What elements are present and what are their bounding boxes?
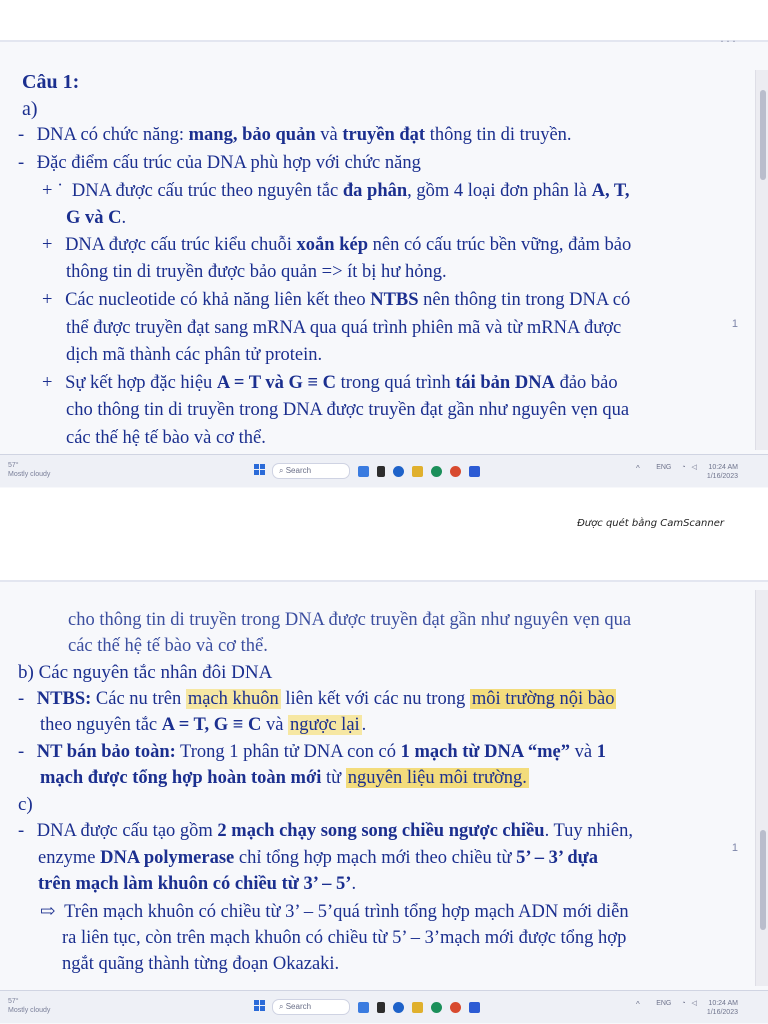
search-box[interactable]: ⌕ Search (272, 463, 350, 479)
taskbar (0, 454, 768, 487)
chat-icon[interactable] (393, 466, 404, 477)
text: theo nguyên tắc (40, 715, 162, 735)
taskbar (0, 990, 768, 1023)
scrollbar[interactable] (755, 590, 768, 986)
file-explorer-icon[interactable] (358, 1002, 369, 1013)
highlight: môi trường nội bào (471, 689, 615, 709)
text: Các nucleotide có khả năng liên kết theo (65, 290, 371, 310)
b-line-1 (18, 687, 616, 711)
taskbar-apps (358, 463, 488, 481)
system-tray[interactable] (656, 463, 738, 481)
a-line-6: thông tin di truyền được bảo quản => ít bị hư hỏng. (66, 262, 447, 282)
weather-desc: Mostly cloudy (8, 471, 51, 478)
text: Các nu trên (91, 689, 186, 709)
text: thông tin di truyền. (425, 125, 572, 145)
c-line-2 (38, 846, 598, 870)
bullet-plus: + ˙ (42, 181, 64, 201)
text: đảo bảo (554, 373, 618, 393)
edge-icon[interactable] (431, 1002, 442, 1013)
clock-date: 1/16/2023 (706, 1009, 738, 1016)
a-line-11: cho thông tin di truyền trong DNA được truyền đạt gần như nguyên vẹn qua (66, 400, 630, 420)
highlight: nguyên liệu môi trường. (347, 768, 527, 788)
chevron-up-icon[interactable]: ^ (636, 1000, 640, 1009)
part-c-label: c) (18, 794, 33, 815)
highlight: mạch khuôn (187, 689, 279, 709)
text-bold: đa phân (342, 181, 408, 201)
word-icon[interactable] (469, 466, 480, 477)
top-edge (0, 40, 768, 42)
text-bold: A = T và G ≡ C (216, 373, 337, 393)
text-bold: trên mạch làm khuôn có chiều từ 3’ – 5’ (38, 874, 352, 894)
text-bold: 1 (596, 742, 606, 762)
wifi-icon[interactable]: ◔ (681, 464, 686, 471)
c-line-4 (40, 900, 629, 924)
chrome-icon[interactable] (450, 466, 461, 477)
c-line-1 (18, 819, 633, 843)
text-bold: 5’ – 3’ (516, 848, 563, 868)
text-bold: NT bán bảo toàn: (36, 742, 176, 762)
bullet-dash: - (18, 153, 25, 173)
scrollbar[interactable] (755, 70, 768, 450)
text: nên thông tin trong DNA có (418, 290, 631, 310)
text-bold: truyền đạt (342, 125, 426, 145)
text: và (261, 715, 289, 735)
windows-start-icon[interactable] (254, 1000, 266, 1012)
text: , gồm 4 loại đơn phân là (407, 181, 592, 201)
chat-icon[interactable] (393, 1002, 404, 1013)
text: DNA được cấu tạo gồm (36, 821, 218, 841)
text-bold: mạch được tổng hợp hoàn toàn mới (40, 768, 322, 788)
bullet-plus: + (42, 373, 53, 393)
a-line-10 (42, 371, 618, 395)
weather-temp: 57° (8, 462, 19, 469)
language-indicator[interactable]: ENG (656, 1000, 672, 1007)
a-line-12: các thế hệ tế bào và cơ thể. (66, 428, 266, 448)
screenshot-1 (0, 40, 768, 488)
text-bold: dựa (562, 848, 598, 868)
bullet-dash: - (18, 689, 25, 709)
volume-icon[interactable]: ◁ (691, 464, 697, 471)
text-bold: 1 mạch từ DNA “mẹ” (400, 742, 570, 762)
text: . (121, 208, 127, 228)
search-box[interactable]: ⌕ Search (272, 999, 350, 1015)
weather-widget[interactable] (8, 997, 50, 1015)
text: . Tuy nhiên, (544, 821, 633, 841)
text: từ (321, 768, 346, 788)
a-line-1 (18, 123, 572, 147)
text: enzyme (38, 848, 101, 868)
menu-dots-icon[interactable]: ··· (720, 40, 738, 48)
file-explorer-icon[interactable] (358, 466, 369, 477)
a-line-4 (66, 206, 126, 230)
clock-time: 10:24 AM (708, 464, 738, 471)
search-placeholder: Search (285, 1002, 312, 1011)
chrome-icon[interactable] (450, 1002, 461, 1013)
volume-icon[interactable]: ◁ (691, 1000, 697, 1007)
b-line-3 (18, 740, 606, 764)
bullet-plus: + (42, 235, 53, 255)
camscanner-caption: Được quét bằng CamScanner (577, 518, 724, 529)
text: DNA có chức năng: (36, 125, 189, 145)
text: Trong 1 phân tử DNA con có (175, 742, 401, 762)
language-indicator[interactable]: ENG (656, 464, 672, 471)
a-line-9: dịch mã thành các phân tử protein. (66, 345, 323, 365)
c-line-6: ngắt quãng thành từng đoạn Okazaki. (62, 954, 340, 974)
text-bold: DNA polymerase (100, 848, 235, 868)
page-marker: 1 (731, 842, 738, 854)
search-placeholder: Search (285, 466, 312, 475)
text: DNA được cấu trúc kiểu chuỗi (65, 235, 297, 255)
a-line-2 (18, 151, 421, 175)
text: trong quá trình (336, 373, 456, 393)
text: Đặc điểm cấu trúc của DNA phù hợp với chức năng (36, 153, 421, 173)
text-bold: G và C (66, 208, 122, 228)
edge-icon[interactable] (431, 466, 442, 477)
b-line-2 (40, 713, 366, 737)
weather-temp: 57° (8, 998, 19, 1005)
part-a-label: a) (22, 98, 38, 120)
scrollbar-thumb[interactable] (760, 90, 766, 180)
chevron-up-icon[interactable]: ^ (636, 464, 640, 473)
word-icon[interactable] (469, 1002, 480, 1013)
text: và (315, 125, 343, 145)
text: Sự kết hợp đặc hiệu (65, 373, 217, 393)
c-line-5: ra liên tục, còn trên mạch khuôn có chiều từ 5’ – 3’mạch mới được tổng hợp (62, 928, 627, 948)
text-bold: mang, bảo quản (188, 125, 316, 145)
a-line-7 (42, 288, 630, 312)
weather-widget[interactable] (8, 461, 50, 479)
text-bold: tái bản DNA (455, 373, 555, 393)
text: nên có cấu trúc bền vững, đảm bảo (367, 235, 632, 255)
bullet-dash: - (18, 821, 25, 841)
clock-time: 10:24 AM (708, 1000, 738, 1007)
text: DNA được cấu trúc theo nguyên tắc (71, 181, 343, 201)
bullet-dash: - (18, 125, 25, 145)
text: chỉ tổng hợp mạch mới theo chiều từ (234, 848, 517, 868)
c-line-continued-1: cho thông tin di truyền trong DNA được truyền đạt gần như nguyên vẹn qua (68, 610, 632, 630)
a-line-8: thể được truyền đạt sang mRNA qua quá trình phiên mã và từ mRNA được (66, 318, 622, 338)
highlight: ngược lại (290, 715, 360, 735)
text: . (351, 874, 357, 894)
c-line-3 (38, 872, 356, 896)
a-line-3 (42, 179, 630, 203)
part-b-heading: b) Các nguyên tắc nhân đôi DNA (18, 662, 273, 683)
bullet-plus: + (42, 290, 53, 310)
text-bold: NTBS (370, 290, 419, 310)
clock-date: 1/16/2023 (706, 473, 738, 480)
text-bold: xoắn kép (296, 235, 368, 255)
screenshot-2 (0, 580, 768, 1024)
weather-desc: Mostly cloudy (8, 1007, 51, 1014)
folder-icon[interactable] (412, 1002, 423, 1013)
text: . (361, 715, 367, 735)
wifi-icon[interactable]: ◔ (681, 1000, 686, 1007)
text-bold: 2 mạch chạy song song chiều ngược chiều (217, 821, 545, 841)
bullet-dash: - (18, 742, 25, 762)
question-heading: Câu 1: (22, 71, 80, 93)
c-line-continued-2: các thế hệ tế bào và cơ thể. (68, 636, 268, 656)
taskbar-apps (358, 999, 488, 1017)
system-tray[interactable] (656, 999, 738, 1017)
top-edge (0, 580, 768, 582)
text-bold: NTBS: (36, 689, 92, 709)
text: Trên mạch khuôn có chiều từ 3’ – 5’quá trình tổng hợp mạch ADN mới diễn (64, 902, 629, 922)
windows-start-icon[interactable] (254, 464, 266, 476)
a-line-5 (42, 233, 631, 257)
text-bold: A, T, (591, 181, 630, 201)
text: và (569, 742, 597, 762)
page-marker: 1 (731, 318, 738, 330)
task-view-icon[interactable] (377, 466, 385, 477)
text-bold: A = T, G ≡ C (161, 715, 262, 735)
arrow-right-icon: ⇨ (40, 902, 56, 922)
text: liên kết với các nu trong (280, 689, 470, 709)
b-line-4 (40, 766, 529, 790)
scrollbar-thumb[interactable] (760, 830, 766, 930)
task-view-icon[interactable] (377, 1002, 385, 1013)
folder-icon[interactable] (412, 466, 423, 477)
